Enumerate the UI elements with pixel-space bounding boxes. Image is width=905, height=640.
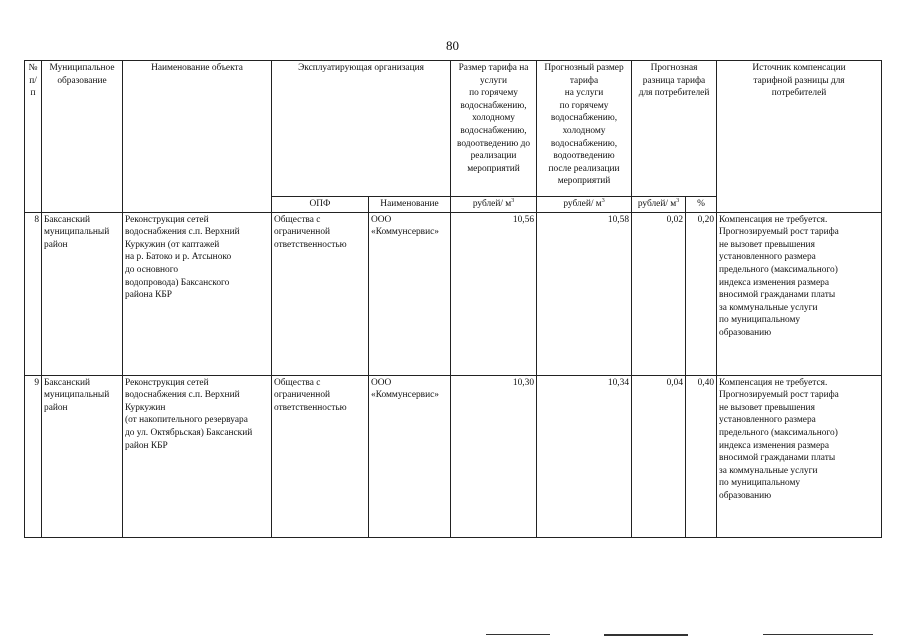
- header-no: № п/п: [25, 61, 42, 213]
- row-municipality: Баксанский муниципальный район: [42, 375, 123, 537]
- row-tariff-after: 10,34: [537, 375, 632, 537]
- page-number: 80: [446, 38, 459, 53]
- row-object: Реконструкция сетей водоснабжения с.п. Верхний Куркужин (от накопительного резервуара до ул. Октябрьская) Баксанский район КБР: [123, 375, 272, 537]
- header-row: [25, 61, 882, 197]
- row-tariff-before: 10,56: [451, 212, 537, 375]
- header-org-name: Наименование: [369, 197, 451, 213]
- header-tariff-after: Прогнозный размер тарифа на услуги по горячему водоснабжению, холодному водоснабжению, водоотведению после реализации мероприятий: [537, 61, 632, 197]
- header-unit-before: рублей/ $м^3$: [451, 197, 537, 213]
- table-row: [25, 212, 882, 375]
- row-object: Реконструкция сетей водоснабжения с.п. Верхний Куркужин (от каптажей на р. Батоко и р. Атсыноко до основного водопровода) Баксанского района КБР: [123, 212, 272, 375]
- scan-line: [763, 634, 873, 635]
- header-difference: Прогнозная разница тарифа для потребителей: [632, 61, 717, 197]
- header-opf: ОПФ: [272, 197, 369, 213]
- header-unit-after: рублей/ $м^3$: [537, 197, 632, 213]
- tariff-table: [24, 60, 882, 538]
- header-tariff-before: Размер тарифа на услуги по горячему водоснабжению, холодному водоснабжению, водоотведению до реализации мероприятий: [451, 61, 537, 197]
- row-org-name: ООО «Коммунсервис»: [369, 375, 451, 537]
- header-operator: Эксплуатирующая организация: [272, 61, 451, 197]
- row-compensation: Компенсация не требуется. Прогнозируемый рост тарифа не вызовет превышения установленного размера предельного (максимального) индекса изменения размера вносимой гражданами платы за коммунальные услуги по муниципальному образованию: [717, 375, 882, 537]
- scan-line: [604, 634, 688, 636]
- row-tariff-before: 10,30: [451, 375, 537, 537]
- header-unit-percent: %: [686, 197, 717, 213]
- row-diff-rub: 0,02: [632, 212, 686, 375]
- header-municipality: Муниципальное образование: [42, 61, 123, 213]
- row-opf: Общества с ограниченной ответственностью: [272, 212, 369, 375]
- row-number: 8: [25, 212, 42, 375]
- row-tariff-after: 10,58: [537, 212, 632, 375]
- header-unit-diff: рублей/ $м^3$: [632, 197, 686, 213]
- row-opf: Общества с ограниченной ответственностью: [272, 375, 369, 537]
- row-municipality: Баксанский муниципальный район: [42, 212, 123, 375]
- row-org-name: ООО «Коммунсервис»: [369, 212, 451, 375]
- row-diff-percent: 0,20: [686, 212, 717, 375]
- scan-line: [486, 634, 550, 635]
- row-diff-percent: 0,40: [686, 375, 717, 537]
- header-object: Наименование объекта: [123, 61, 272, 213]
- table-row: [25, 375, 882, 537]
- row-number: 9: [25, 375, 42, 537]
- row-diff-rub: 0,04: [632, 375, 686, 537]
- header-compensation: Источник компенсации тарифной разницы для потребителей: [717, 61, 882, 213]
- row-compensation: Компенсация не требуется. Прогнозируемый рост тарифа не вызовет превышения установленного размера предельного (максимального) индекса изменения размера вносимой гражданами платы за коммунальные услуги по муниципальному образованию: [717, 212, 882, 375]
